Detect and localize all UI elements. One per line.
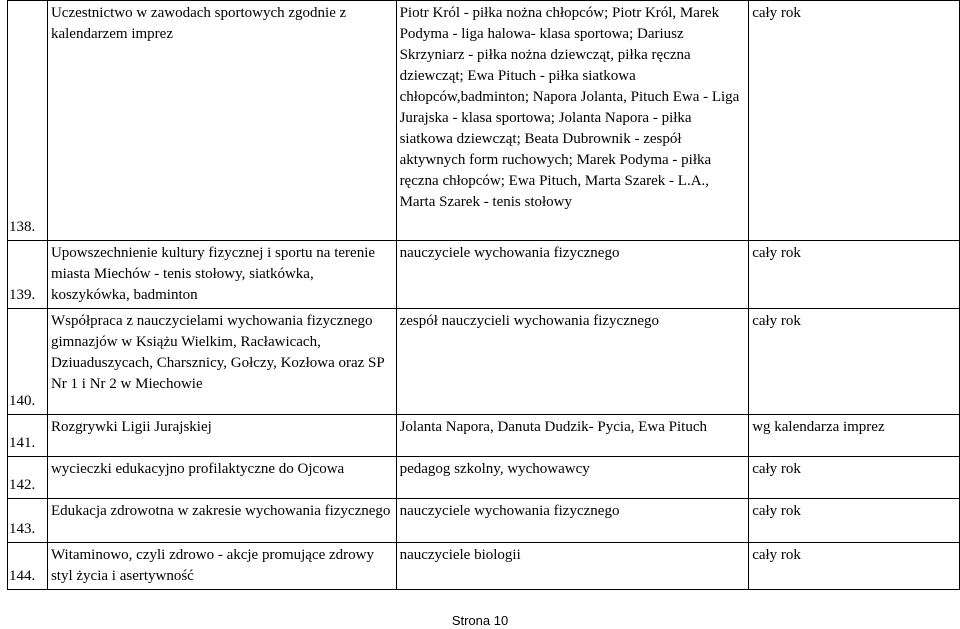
activity-cell: Edukacja zdrowotna w zakresie wychowania fizycznego — [47, 499, 396, 543]
table-row — [8, 241, 960, 309]
activity-cell: Upowszechnienie kultury fizycznej i sportu na terenie miasta Miechów - tenis stołowy, siatkówka, koszykówka, badminton — [47, 241, 396, 309]
row-number: 143. — [8, 499, 48, 543]
activities-table — [7, 0, 960, 590]
activity-cell: Uczestnictwo w zawodach sportowych zgodnie z kalendarzem imprez — [47, 1, 396, 241]
term-cell: cały rok — [749, 543, 960, 590]
activity-cell: Współpraca z nauczycielami wychowania fizycznego gimnazjów w Książu Wielkim, Racławicach, Dziuaduszycach, Charsznicy, Gołczy, Kozłowa oraz SP Nr 1 i Nr 2 w Miechowie — [47, 309, 396, 415]
responsible-cell: zespół nauczycieli wychowania fizycznego — [396, 309, 749, 415]
term-cell: cały rok — [749, 457, 960, 499]
activity-cell: Rozgrywki Ligii Jurajskiej — [47, 415, 396, 457]
row-number: 140. — [8, 309, 48, 415]
row-number: 144. — [8, 543, 48, 590]
responsible-cell: nauczyciele biologii — [396, 543, 749, 590]
page-footer: Strona 10 — [451, 613, 509, 628]
table-row — [8, 457, 960, 499]
row-number: 142. — [8, 457, 48, 499]
row-number: 138. — [8, 1, 48, 241]
term-cell: cały rok — [749, 1, 960, 241]
responsible-cell: Piotr Król - piłka nożna chłopców; Piotr Król, Marek Podyma - liga halowa- klasa sportowa; Dariusz Skrzyniarz - piłka nożna dziewcząt, piłka ręczna dziewcząt; Ewa Pituch - piłka siatkowa chłopców,badminton; Napora Jolanta, Pituch Ewa - Liga Jurajska - klasa sportowa; Jolanta Napora - piłka siatkowa dziewcząt; Beata Dubrownik - zespół aktywnych form ruchowych; Marek Podyma - piłka ręczna chłopców; Ewa Pituch, Marta Szarek - L.A., Marta Szarek - tenis stołowy — [396, 1, 749, 241]
row-number: 139. — [8, 241, 48, 309]
table-row — [8, 543, 960, 590]
activity-cell: Witaminowo, czyli zdrowo - akcje promujące zdrowy styl życia i asertywność — [47, 543, 396, 590]
responsible-cell: nauczyciele wychowania fizycznego — [396, 499, 749, 543]
responsible-cell: Jolanta Napora, Danuta Dudzik- Pycia, Ewa Pituch — [396, 415, 749, 457]
table-row — [8, 309, 960, 415]
activity-cell: wycieczki edukacyjno profilaktyczne do Ojcowa — [47, 457, 396, 499]
table-row — [8, 499, 960, 543]
term-cell: cały rok — [749, 309, 960, 415]
table-row — [8, 415, 960, 457]
table-row — [8, 1, 960, 241]
term-cell: cały rok — [749, 499, 960, 543]
responsible-cell: pedagog szkolny, wychowawcy — [396, 457, 749, 499]
row-number: 141. — [8, 415, 48, 457]
term-cell: wg kalendarza imprez — [749, 415, 960, 457]
responsible-cell: nauczyciele wychowania fizycznego — [396, 241, 749, 309]
term-cell: cały rok — [749, 241, 960, 309]
